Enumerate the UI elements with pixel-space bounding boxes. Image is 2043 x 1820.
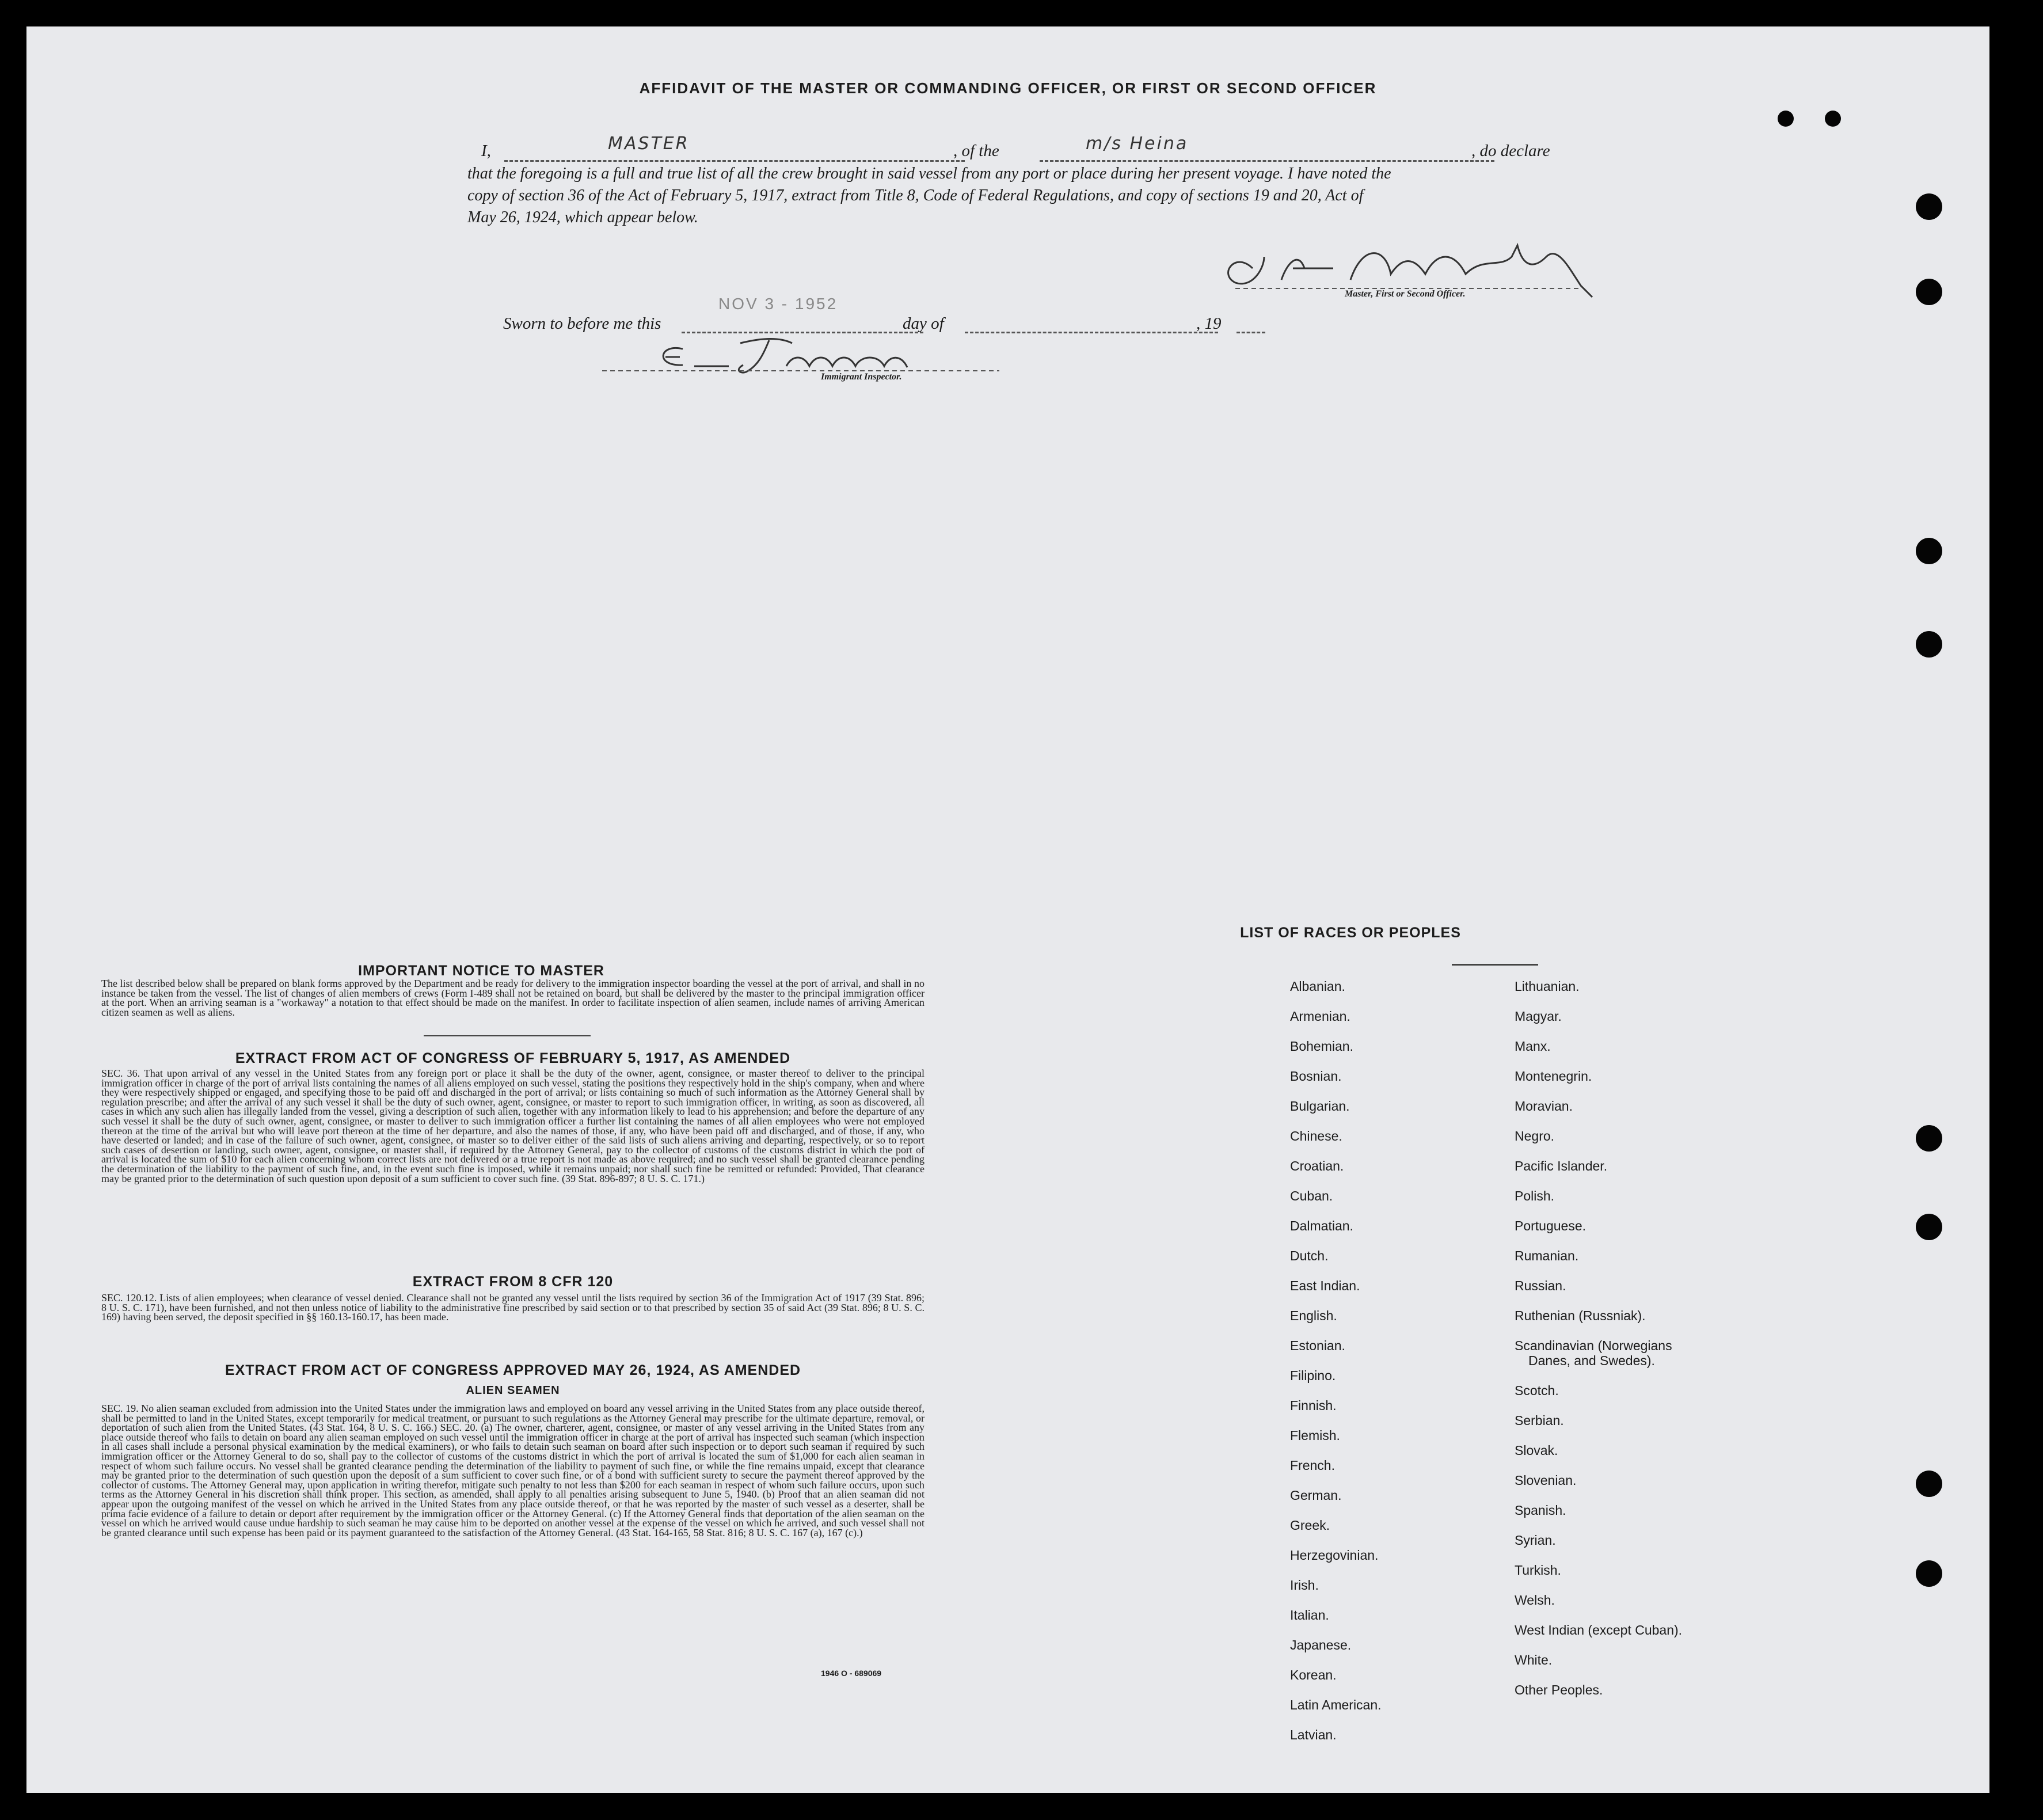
do-declare-label: , do declare xyxy=(1471,142,1550,160)
notice-text: The list described below shall be prepared on blank forms approved by the Department and be ready for delivery to the immigration inspector boarding the vessel at the port of arrival, and shall in no instance be taken from the vessel. The list of changes of alien members of crews (Form I-489 shall not be retained on board, but shall be delivered by the master to the principal immigration officer at the port. When an arriving seaman is a "workaway" a notation to that effect should be made on the manifest. In order to facilitate inspection of alien seamen, include names of arriving American citizen seamen as well as aliens. xyxy=(101,978,925,1018)
punch-hole xyxy=(1916,1125,1942,1152)
affidavit-body-line: copy of section 36 of the Act of February 5, 1917, extract from Title 8, Code of Federal Regulations, and copy of sections 19 and 20, Act of xyxy=(467,187,1364,204)
punch-hole xyxy=(1916,279,1942,305)
affidavit-title: AFFIDAVIT OF THE MASTER OR COMMANDING OFFICER, OR FIRST OR SECOND OFFICER xyxy=(639,79,1377,97)
race-item: Manx. xyxy=(1515,1039,1551,1054)
race-item: English. xyxy=(1290,1308,1337,1323)
punch-hole xyxy=(1916,1471,1942,1497)
race-item: Dalmatian. xyxy=(1290,1218,1353,1233)
race-item: White. xyxy=(1515,1652,1553,1667)
race-item: Chinese. xyxy=(1290,1129,1342,1143)
race-item: Magyar. xyxy=(1515,1009,1562,1024)
punch-hole xyxy=(1778,111,1794,127)
signature-caption: Master, First or Second Officer. xyxy=(1345,289,1466,299)
race-item: French. xyxy=(1290,1458,1335,1473)
vessel-blank xyxy=(1040,160,1494,162)
race-item: Serbian. xyxy=(1515,1413,1564,1428)
sworn-date-stamp: NOV 3 - 1952 xyxy=(718,295,838,313)
race-item: Cuban. xyxy=(1290,1188,1333,1203)
sworn-label: Sworn to before me this xyxy=(503,314,661,333)
race-item: Estonian. xyxy=(1290,1338,1345,1353)
race-item: Danes, and Swedes). xyxy=(1528,1353,1655,1368)
race-item: West Indian (except Cuban). xyxy=(1515,1623,1683,1637)
affidavit-body-line: that the foregoing is a full and true list of all the crew brought in said vessel from any port or place during her present voyage. I have noted the xyxy=(467,165,1391,183)
punch-hole xyxy=(1916,193,1942,220)
race-item: Dutch. xyxy=(1290,1248,1329,1263)
race-item: Italian. xyxy=(1290,1608,1329,1623)
race-item: Bulgarian. xyxy=(1290,1099,1350,1114)
race-item: Rumanian. xyxy=(1515,1248,1579,1263)
race-item: Latvian. xyxy=(1290,1727,1337,1742)
race-item: Flemish. xyxy=(1290,1428,1340,1443)
punch-hole xyxy=(1916,1560,1942,1587)
race-item: Pacific Islander. xyxy=(1515,1158,1608,1173)
race-item: Syrian. xyxy=(1515,1533,1556,1548)
race-item: Japanese. xyxy=(1290,1637,1352,1652)
extract-1917-text: SEC. 36. That upon arrival of any vessel in the United States from any foreign port or place it shall be the duty of the owner, agent, consignee, or master thereof to deliver to the principal immigration officer in charge of the port of arrival lists containing the names of all aliens employed on such vessel, stating the positions they respectively hold in the ship's company, when and where they were respectively shipped or engaged, and specifying those to be paid off and discharged in the port of arrival; or lists containing so much of such information as the Attorney General shall by regulation prescribe; and after the arrival of any such vessel it shall be the duty of such owner, agent, consignee, or master to report to such immigration officer, in writing, as soon as discovered, all cases in which any such alien has illegally landed from the vessel, giving a description of such alien, together with any information likely to lead to his apprehension; and before the departure of any such vessel it shall be the duty of such owner, agent, consignee, or master to deliver to such immigration officer a further list containing the names of all alien employees who were not employed thereon at the time of the arrival but who will leave port thereon at the time of her departure, and also the names of those, if any, who have been paid off and discharged, and of those, if any, who have deserted or landed; and in case of the failure of such owner, agent, consignee, or master so to deliver either of the said lists of such aliens arriving and departing, respectively, or so to report such cases of desertion or landing, such owner, agent, consignee, or master shall, if required by the Attorney General, pay to the collector of customs of the customs district in which the port of arrival is located the sum of $10 for each alien concerning whom correct lists are not delivered or a true report is not made as above required; and no such vessel shall be granted clearance pending the determination of the liability to the payment of such fine, and, in the event such fine is imposed, while it remains unpaid; nor shall such fine be remitted or refunded: Provided, That clearance may be granted prior to the determination of such question upon deposit of a sum sufficient to cover such fine. (39 Stat. 896-897; 8 U. S. C. 171.) xyxy=(101,1067,925,1184)
race-item: German. xyxy=(1290,1488,1342,1503)
race-item: Welsh. xyxy=(1515,1593,1555,1608)
race-item: Latin American. xyxy=(1290,1697,1382,1712)
extract-1924-text: SEC. 19. No alien seaman excluded from admission into the United States under the immigration laws and employed on board any vessel arriving in the United States from any place outside thereof, shall be permitted to land in the United States, except temporarily for medical treatment, or pursuant to such regulations as the Attorney General may prescribe for the ultimate departure, removal, or deportation of such alien from the United States. (43 Stat. 164, 8 U. S. C. 166.) SEC. 20. (a) The owner, charterer, agent, consignee, or master of any vessel arriving in the United States from any place outside thereof who fails to detain on board any alien seaman employed on such vessel until the immigration officer in charge at the port of arrival has inspected such seaman (which inspection in all cases shall include a personal physical examination by the medical examiners), or who fails to detain such seaman on board after such inspection or to deport such seaman if required by such immigration officer or the Attorney General to do so, shall pay to the collector of customs of the customs district in which the port of arrival is located the sum of $1,000 for each alien seaman in respect of whom such failure occurs. No vessel shall be granted clearance pending the determination of the liability to payment of such fine, or while the fine remains unpaid, except that clearance may be granted prior to the determination of such question upon the deposit of a sum sufficient to cover such fine, or of a bond with sufficient surety to secure the payment thereof approved by the collector of customs. The Attorney General may, upon application in writing therefor, mitigate such penalty to not less than $200 for each seaman in respect of whom such failure occurs, upon such terms as the Attorney General in his discretion shall think proper. This section, as amended, shall apply to all penalties arising subsequent to June 5, 1940. (b) Proof that an alien seaman did not appear upon the outgoing manifest of the vessel on which he arrived in the United States from any place outside thereof, or that he was reported by the master of such vessel as a deserter, shall be prima facie evidence of a failure to detain or deport after requirement by the immigration officer or the Attorney General. (c) If the Attorney General finds that deportation of the alien seaman on the vessel on which he arrived would cause undue hardship to such seaman he may cause him to be deported on another vessel at the expense of the vessel on which he arrived, and such vessel shall not be granted clearance until such expense has been paid or its payment guaranteed to the satisfaction of the Attorney General. (43 Stat. 164-165, 58 Stat. 816; 8 U. S. C. 167 (a), 167 (c).) xyxy=(101,1403,925,1538)
race-item: Polish. xyxy=(1515,1188,1555,1203)
name-handwritten: MASTER xyxy=(608,134,690,154)
race-item: Turkish. xyxy=(1515,1563,1561,1578)
race-item: Albanian. xyxy=(1290,979,1345,994)
extract-1917-title: EXTRACT FROM ACT OF CONGRESS OF FEBRUARY 5, 1917, AS AMENDED xyxy=(235,1050,791,1066)
day-of-label: day of xyxy=(903,314,944,333)
inspector-caption: Immigrant Inspector. xyxy=(821,372,902,382)
race-item: Slovenian. xyxy=(1515,1473,1577,1488)
race-item: Slovak. xyxy=(1515,1443,1558,1458)
race-item: Moravian. xyxy=(1515,1099,1573,1114)
race-item: Armenian. xyxy=(1290,1009,1350,1024)
print-code: 1946 O - 689069 xyxy=(821,1669,882,1678)
race-item: Ruthenian (Russniak). xyxy=(1515,1308,1646,1323)
year-label: , 19 xyxy=(1196,314,1222,333)
race-item: Greek. xyxy=(1290,1518,1330,1533)
extract-cfr-title: EXTRACT FROM 8 CFR 120 xyxy=(412,1274,614,1290)
race-item: Montenegrin. xyxy=(1515,1069,1592,1084)
race-item: Filipino. xyxy=(1290,1368,1336,1383)
race-item: East Indian. xyxy=(1290,1278,1360,1293)
vessel-handwritten: m/s Heina xyxy=(1086,134,1189,154)
races-title-rule xyxy=(1452,964,1538,966)
affidavit-i: I, xyxy=(481,142,491,160)
race-item: Other Peoples. xyxy=(1515,1682,1603,1697)
name-blank xyxy=(504,160,965,162)
race-item: Croatian. xyxy=(1290,1158,1344,1173)
affidavit-body-line: May 26, 1924, which appear below. xyxy=(467,208,698,226)
punch-hole xyxy=(1916,631,1942,658)
inspector-signature xyxy=(596,332,1011,378)
punch-hole xyxy=(1916,1214,1942,1240)
race-item: Bohemian. xyxy=(1290,1039,1353,1054)
races-column-right xyxy=(1515,978,1682,1711)
year-blank xyxy=(1237,332,1265,333)
document-page xyxy=(26,26,1989,1793)
extract-1924-subtitle: ALIEN SEAMEN xyxy=(466,1384,560,1397)
extract-cfr-text: SEC. 120.12. Lists of alien employees; when clearance of vessel denied. Clearance shall not be granted any vessel until the lists required by section 36 of the Immigration Act of 1917 (39 Stat. 896; 8 U. S. C. 171), have been furnished, and not then unless notice of liability to the administrative fine prescribed by said section or to that prescribed by section 35 of said Act (39 Stat. 896; 8 U. S. C. 169) having been served, the deposit specified in §§ 160.13-160.17, has been made. xyxy=(101,1292,925,1323)
notice-title: IMPORTANT NOTICE TO MASTER xyxy=(358,963,604,979)
race-item: Scotch. xyxy=(1515,1383,1559,1398)
race-item: Spanish. xyxy=(1515,1503,1566,1518)
races-column-left xyxy=(1290,978,1382,1756)
of-the-label: , of the xyxy=(953,142,999,160)
race-item: Bosnian. xyxy=(1290,1069,1342,1084)
race-item: Negro. xyxy=(1515,1129,1555,1143)
race-item: Lithuanian. xyxy=(1515,979,1580,994)
race-item: Korean. xyxy=(1290,1667,1337,1682)
races-title: LIST OF RACES OR PEOPLES xyxy=(1240,925,1461,941)
punch-hole xyxy=(1916,538,1942,564)
race-item: Portuguese. xyxy=(1515,1218,1587,1233)
race-item: Finnish. xyxy=(1290,1398,1337,1413)
race-item: Irish. xyxy=(1290,1578,1319,1593)
extract-1924-title: EXTRACT FROM ACT OF CONGRESS APPROVED MAY 26, 1924, AS AMENDED xyxy=(225,1362,801,1378)
race-item: Scandinavian (Norwegians xyxy=(1515,1338,1672,1353)
punch-hole xyxy=(1825,111,1841,127)
race-item: Russian. xyxy=(1515,1278,1566,1293)
race-item: Herzegovinian. xyxy=(1290,1548,1379,1563)
section-divider xyxy=(424,1035,591,1036)
